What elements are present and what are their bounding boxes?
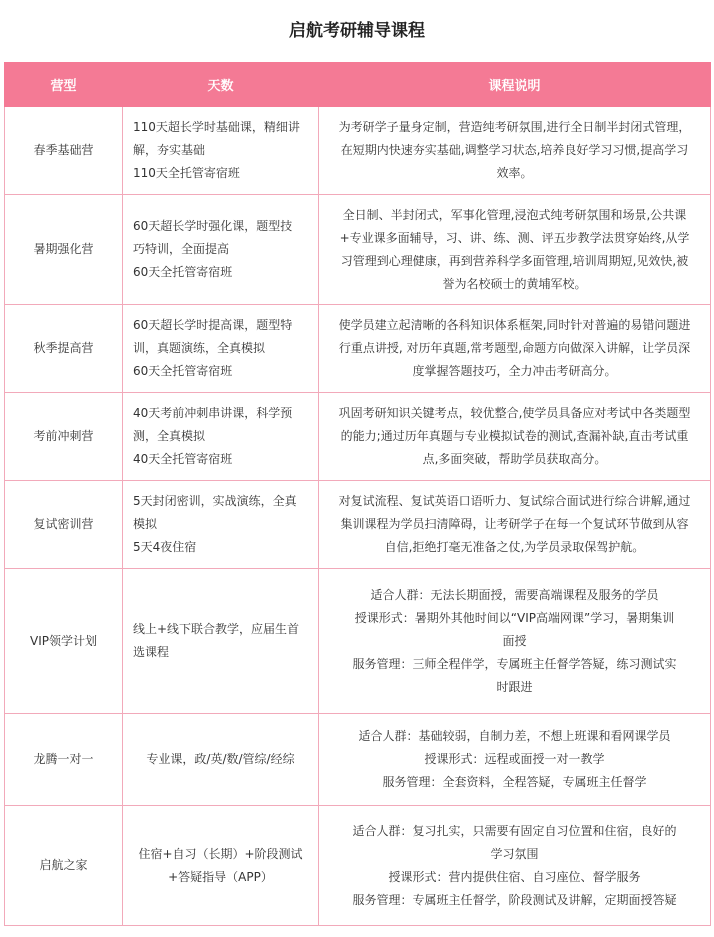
description-cell <box>319 481 711 569</box>
description-cell <box>319 569 711 714</box>
days-line: 60天超长学时提高课，题型特 <box>133 318 293 332</box>
table-row <box>5 195 711 305</box>
days-cell <box>123 569 319 714</box>
description-line: 的能力;通过历年真题与专业模拟试卷的测试,查漏补缺,直击考试重 <box>340 429 689 443</box>
days-line: 110天全托管寄宿班 <box>133 166 240 180</box>
description-line: 使学员建立起清晰的各科知识体系框架,同时针对普遍的易错问题进 <box>338 318 691 332</box>
table-row <box>5 305 711 393</box>
camp-name: 暑期强化营 <box>5 195 123 305</box>
days-line: 线上+线下联合教学，应届生首 <box>133 622 300 636</box>
days-cell <box>123 393 319 481</box>
description-line: 点,多面突破，帮助学员获取高分。 <box>422 452 607 466</box>
table-row <box>5 481 711 569</box>
course-table <box>4 62 711 926</box>
days-line: 60天全托管寄宿班 <box>133 364 233 378</box>
header-description: 课程说明 <box>319 63 711 107</box>
days-line: 训，真题演练，全真模拟 <box>133 341 266 355</box>
days-line: 40天考前冲刺串讲课，科学预 <box>133 406 293 420</box>
description-line: 授课形式：暑期外其他时间以“VIP高端网课”学习，暑期集训 <box>354 610 675 625</box>
days-cell <box>123 107 319 195</box>
days-line: 测，全真模拟 <box>133 429 206 443</box>
camp-name: 秋季提高营 <box>5 305 123 393</box>
description-line: 适合人群：无法长期面授，需要高端课程及服务的学员 <box>370 587 659 602</box>
header-camp: 营型 <box>5 63 123 107</box>
camp-name: 龙腾一对一 <box>5 714 123 806</box>
description-line: 集训课程为学员扫清障碍，让考研学子在每一个复试环节做到从容 <box>340 517 689 531</box>
description-cell <box>319 714 711 806</box>
table-row <box>5 714 711 806</box>
description-cell <box>319 393 711 481</box>
description-line: 对复试流程、复试英语口语听力、复试综合面试进行综合讲解,通过 <box>338 494 691 508</box>
description-line: 授课形式：营内提供住宿、自习座位、督学服务 <box>388 869 641 884</box>
description-line: 在短期内快速夯实基础,调整学习状态,培养良好学习习惯,提高学习 <box>340 143 689 157</box>
description-line: 行重点讲授, 对历年真题,常考题型,命题方向做深入讲解，让学员深 <box>338 341 691 355</box>
page-title: 启航考研辅导课程 <box>289 21 425 41</box>
camp-name: VIP领学计划 <box>5 569 123 714</box>
camp-name: 春季基础营 <box>5 107 123 195</box>
description-cell <box>319 107 711 195</box>
days-cell <box>123 714 319 806</box>
days-cell <box>123 806 319 926</box>
days-line: 选课程 <box>133 645 170 659</box>
days-cell <box>123 195 319 305</box>
days-line: 专业课，政/英/数/管综/经综 <box>146 752 295 766</box>
camp-name: 启航之家 <box>5 806 123 926</box>
description-line: 适合人群：复习扎实，只需要有固定自习位置和住宿，良好的 <box>352 823 677 838</box>
table-row <box>5 393 711 481</box>
description-line: 服务管理：专属班主任督学，阶段测试及讲解，定期面授答疑 <box>352 892 677 907</box>
days-line: 巧特训，全面提高 <box>133 242 230 256</box>
camp-name: 复试密训营 <box>5 481 123 569</box>
description-line: 服务管理：全套资料，全程答疑，专属班主任督学 <box>382 775 647 789</box>
days-line: 模拟 <box>133 517 158 531</box>
days-cell <box>123 481 319 569</box>
days-line: 60天超长学时强化课，题型技 <box>133 219 293 233</box>
days-line: 解，夯实基础 <box>133 143 206 157</box>
days-line: 40天全托管寄宿班 <box>133 452 233 466</box>
description-line: 适合人群：基础较弱，自制力差，不想上班课和看网课学员 <box>358 729 671 743</box>
days-cell <box>123 305 319 393</box>
description-cell <box>319 305 711 393</box>
days-line: 住宿+自习（长期）+阶段测试 <box>138 846 303 861</box>
camp-name: 考前冲刺营 <box>5 393 123 481</box>
description-line: 自信,拒绝打毫无准备之仗,为学员录取保驾护航。 <box>384 540 645 554</box>
table-row <box>5 107 711 195</box>
days-line: 110天超长学时基础课，精细讲 <box>133 120 300 134</box>
description-line: 学习氛围 <box>490 846 539 861</box>
days-line: 60天全托管寄宿班 <box>133 265 233 279</box>
table-row <box>5 806 711 926</box>
description-cell <box>319 806 711 926</box>
description-line: 授课形式：远程或面授一对一教学 <box>424 752 605 766</box>
description-line: 全日制、半封闭式，军事化管理,浸泡式纯考研氛围和场景,公共课 <box>342 207 687 222</box>
description-line: 巩固考研知识关键考点，较优整合,使学员具备应对考试中各类题型 <box>338 406 691 420</box>
days-line: 5天封闭密训，实战演练，全真 <box>133 494 297 508</box>
description-line: 时跟进 <box>496 679 533 694</box>
table-header-row <box>5 63 711 107</box>
description-line: 为考研学子量身定制，营造纯考研氛围,进行全日制半封闭式管理， <box>338 120 691 134</box>
description-line: 服务管理：三师全程伴学，专属班主任督学答疑，练习测试实 <box>352 656 677 671</box>
description-line: 效率。 <box>496 166 533 180</box>
description-line: 习管理到心理健康，再到营养科学多面管理,培训周期短,见效快,被 <box>340 253 689 268</box>
description-cell <box>319 195 711 305</box>
description-line: 面授 <box>502 633 527 648</box>
description-line: 誉为名校硕士的黄埔军校。 <box>442 276 587 291</box>
days-line: +答疑指导（APP） <box>168 869 273 884</box>
description-line: +专业课多面辅导，习、讲、练、测、评五步教学法贯穿始终,从学 <box>339 230 690 245</box>
days-line: 5天4夜住宿 <box>133 540 197 554</box>
header-days: 天数 <box>123 63 319 107</box>
description-line: 度掌握答题技巧，全力冲击考研高分。 <box>412 364 617 378</box>
table-row <box>5 569 711 714</box>
